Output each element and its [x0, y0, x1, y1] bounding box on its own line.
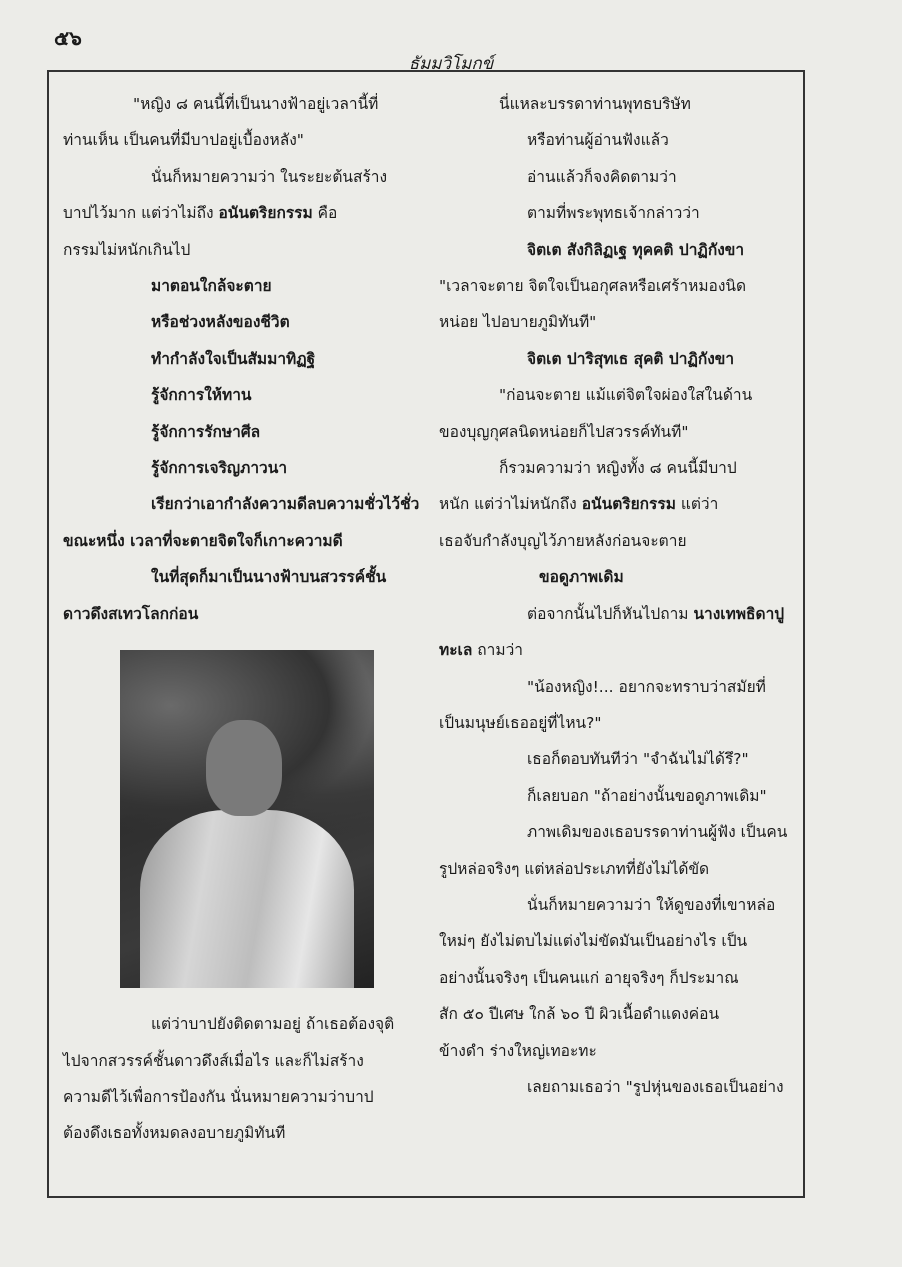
- bold-line: เรียกว่าเอากำลังความดีลบความชั่วไว้ชั่ว: [151, 495, 420, 514]
- paragraph-line: ต้องดึงเธอทั้งหมดลงอบายภูมิทันที: [63, 1124, 286, 1143]
- left-column: [63, 86, 420, 1152]
- page-frame: [47, 70, 805, 1198]
- paragraph-line: กรรมไม่หนักเกินไป: [63, 240, 191, 259]
- paragraph-line: นั่นก็หมายความว่า ให้ดูของที่เขาหล่อ: [527, 895, 776, 914]
- bold-line: รู้จักการเจริญภาวนา: [151, 459, 288, 478]
- paragraph-line: ภาพเดิมของเธอบรรดาท่านผู้ฟัง เป็นคน: [527, 823, 788, 842]
- bold-term: ทะเล: [439, 641, 473, 660]
- bold-term: นางเทพธิดาปู: [693, 604, 785, 623]
- paragraph-line: เธอก็ตอบทันทีว่า "จำฉันไม่ได้รึ?": [527, 750, 749, 769]
- text-run: หนัก แต่ว่าไม่หนักถึง: [439, 495, 582, 514]
- right-column: [439, 86, 789, 1105]
- bold-line: ดาวดึงสเทวโลกก่อน: [63, 604, 199, 623]
- paragraph-line: ของบุญกุศลนิดหน่อยก็ไปสวรรค์ทันที": [439, 422, 689, 441]
- paragraph-line: สัก ๕๐ ปีเศษ ใกล้ ๖๐ ปี ผิวเนื้อดำแดงค่อน: [439, 1005, 720, 1024]
- paragraph-line: [439, 596, 789, 632]
- text-run: บาปไว้มาก แต่ว่าไม่ถึง: [63, 204, 219, 223]
- monk-photo: [120, 650, 374, 988]
- book-title: ธัมมวิโมกข์: [408, 54, 494, 74]
- paragraph-line: รูปหล่อจริงๆ แต่หล่อประเภทที่ยังไม่ได้ขัด: [439, 859, 710, 878]
- paragraph-line: อย่างนั้นจริงๆ เป็นคนแก่ อายุจริงๆ ก็ประมาณ: [439, 968, 739, 987]
- paragraph-line: ไปจากสวรรค์ชั้นดาวดึงส์เมื่อไร และก็ไม่สร้าง: [63, 1051, 364, 1070]
- text-run: ต่อจากนั้นไปก็หันไปถาม: [527, 604, 694, 623]
- bold-term: อนันตริยกรรม: [218, 204, 313, 223]
- photo-robe: [140, 810, 354, 988]
- paragraph-line: นี่แหละบรรดาท่านพุทธบริษัท: [499, 95, 691, 113]
- paragraph-line: ข้างดำ ร่างใหญ่เทอะทะ: [439, 1041, 597, 1060]
- paragraph-line: ท่านเห็น เป็นคนที่มีบาปอยู่เบื้องหลัง": [63, 131, 304, 150]
- pali-verse: จิตเต ปาริสุทเธ สุคติ ปาฏิกังขา: [527, 349, 735, 368]
- paragraph-line: "ก่อนจะตาย แม้แต่จิตใจผ่องใสในด้าน: [499, 386, 753, 405]
- bold-line: หรือช่วงหลังของชีวิต: [151, 313, 290, 332]
- paragraph-line: ก็เลยบอก "ถ้าอย่างนั้นขอดูภาพเดิม": [527, 786, 767, 805]
- paragraph-line: ก็รวมความว่า หญิงทั้ง ๘ คนนี้มีบาป: [499, 459, 737, 478]
- paragraph-line: "หญิง ๘ คนนี้ที่เป็นนางฟ้าอยู่เวลานี้ที่: [133, 95, 379, 113]
- paragraph-line: อ่านแล้วก็จงคิดตามว่า: [527, 167, 677, 186]
- bold-line: มาตอนใกล้จะตาย: [151, 277, 272, 296]
- paragraph-line: เป็นมนุษย์เธออยู่ที่ไหน?": [439, 713, 602, 732]
- text-run: ถามว่า: [472, 641, 523, 660]
- text-run: แต่ว่า: [675, 495, 719, 514]
- paragraph-line: "น้องหญิง!... อยากจะทราบว่าสมัยที่: [527, 677, 766, 696]
- pali-verse: จิตเต สังกิลิฏเฐ ทุคคติ ปาฏิกังขา: [527, 240, 745, 259]
- paragraph-line: เลยถามเธอว่า "รูปหุ่นของเธอเป็นอย่าง: [527, 1077, 784, 1096]
- paragraph-line: หน่อย ไปอบายภูมิทันที": [439, 313, 597, 332]
- bold-line: ขณะหนึ่ง เวลาที่จะตายจิตใจก็เกาะความดี: [63, 531, 343, 550]
- paragraph-line: ความดีไว้เพื่อการป้องกัน นั่นหมายความว่าบาป: [63, 1087, 374, 1106]
- paragraph-line: [63, 195, 413, 231]
- photo-head: [206, 720, 282, 816]
- page-number: ๕๖: [54, 26, 82, 50]
- paragraph-line: [439, 632, 789, 668]
- paragraph-line: ตามที่พระพุทธเจ้ากล่าวว่า: [527, 204, 700, 223]
- paragraph-line: นั่นก็หมายความว่า ในระยะต้นสร้าง: [151, 167, 388, 186]
- paragraph-line: ใหม่ๆ ยังไม่ตบไม่แต่งไม่ขัดมันเป็นอย่างไร เป็น: [439, 932, 748, 951]
- bold-line: รู้จักการรักษาศีล: [151, 422, 261, 441]
- section-heading: ขอดูภาพเดิม: [539, 568, 624, 587]
- bold-term: อนันตริยกรรม: [581, 495, 676, 514]
- paragraph-line: "เวลาจะตาย จิตใจเป็นอกุศลหรือเศร้าหมองนิด: [439, 277, 747, 296]
- bold-line: ทำกำลังใจเป็นสัมมาทิฏฐิ: [151, 349, 316, 368]
- paragraph-line: [439, 486, 789, 522]
- text-run: คือ: [312, 204, 338, 223]
- bold-line: รู้จักการให้ทาน: [151, 386, 252, 405]
- paragraph-line: แต่ว่าบาปยังติดตามอยู่ ถ้าเธอต้องจุติ: [151, 1015, 395, 1034]
- paragraph-line: หรือท่านผู้อ่านฟังแล้ว: [527, 131, 669, 150]
- paragraph-line: เธอจับกำลังบุญไว้ภายหลังก่อนจะตาย: [439, 531, 687, 550]
- bold-line: ในที่สุดก็มาเป็นนางฟ้าบนสวรรค์ชั้น: [151, 568, 387, 587]
